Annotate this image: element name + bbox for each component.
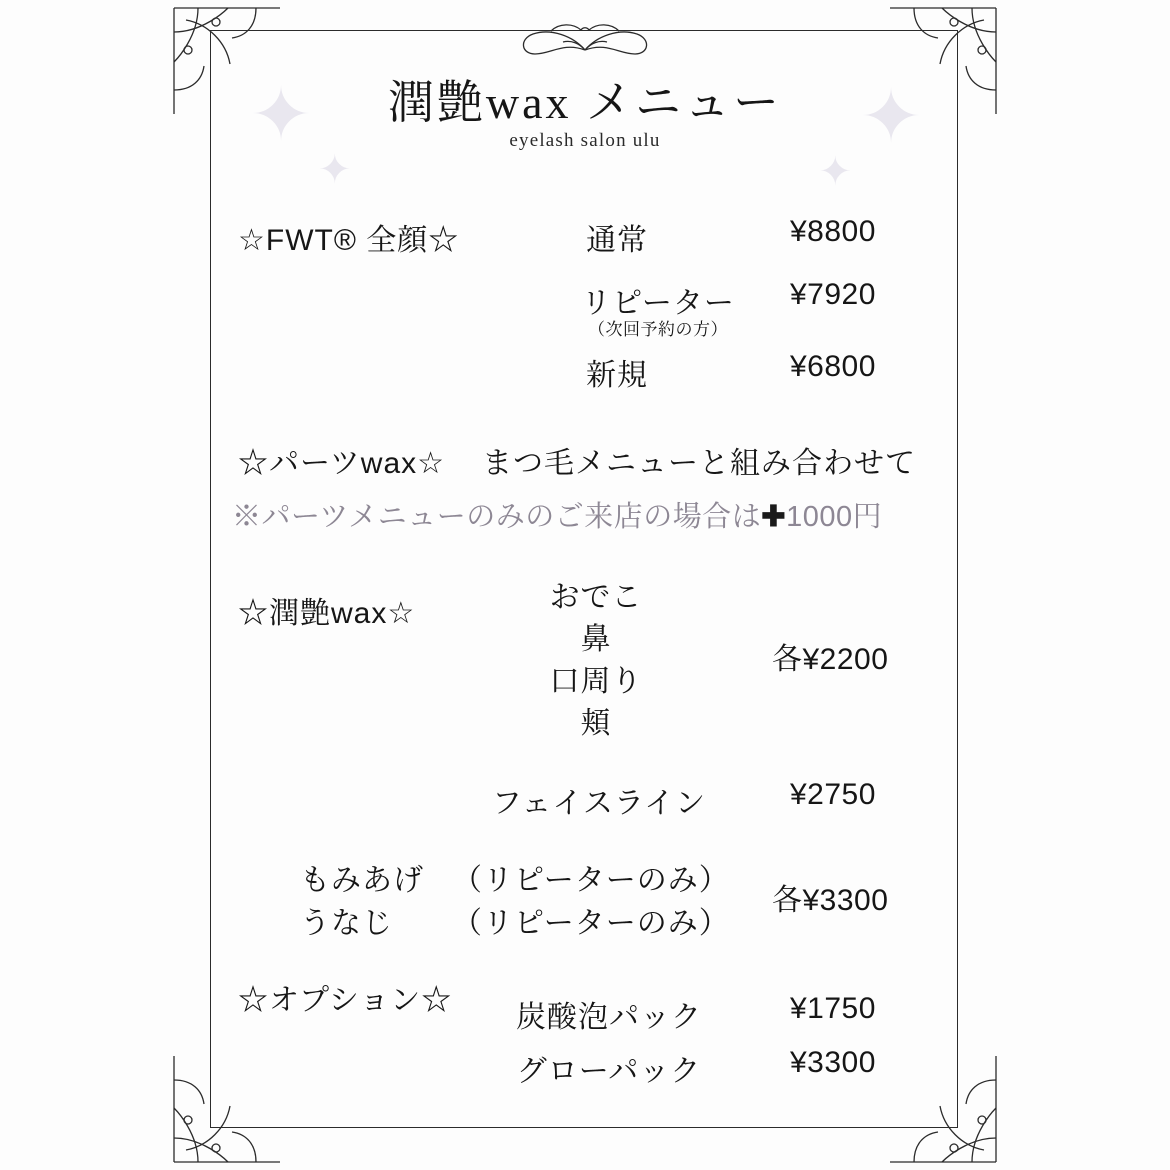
section-label-fwt: ☆FWT® 全顔☆: [238, 224, 460, 257]
fwt-row-1-subnote: （次回予約の方）: [588, 320, 728, 339]
section-label-uruturu-wax: ☆潤艶wax☆: [238, 597, 416, 630]
faceline-item: フェイスライン: [491, 787, 707, 820]
option-row-0-item: 炭酸泡パック: [516, 1001, 702, 1034]
fwt-row-1-price: ¥7920: [790, 278, 876, 311]
fwt-row-1-item: リピーター: [581, 287, 735, 320]
sparkle-icon: ✦: [250, 73, 313, 156]
sparkle-icon: ✦: [818, 150, 852, 194]
faceline-price: ¥2750: [790, 778, 876, 811]
sparkle-icon: ✦: [318, 148, 352, 192]
parts-wax-note-amount: 1000円: [786, 501, 883, 533]
salon-name: eyelash salon ulu: [509, 130, 661, 151]
section-label-option: ☆オプション☆: [238, 984, 453, 1017]
option-row-0-price: ¥1750: [790, 992, 876, 1025]
fwt-row-2-item: 新規: [586, 359, 648, 392]
parts-wax-note: [232, 494, 882, 535]
fwt-row-2-price: ¥6800: [790, 350, 876, 383]
repeat-row-0-item: もみあげ: [300, 864, 424, 897]
plus-icon: ✚: [761, 501, 787, 533]
parts-wax-description: まつ毛メニューと組み合わせて: [482, 447, 916, 480]
uruturu-item-3: 頬: [580, 707, 612, 740]
uruturu-item-0: おでこ: [549, 581, 643, 614]
option-row-1-item: グローパック: [516, 1055, 702, 1088]
fwt-row-0-price: ¥8800: [790, 215, 876, 248]
option-row-1-price: ¥3300: [790, 1046, 876, 1079]
uruturu-item-1: 鼻: [580, 623, 612, 656]
repeat-rows-price: 各¥3300: [772, 884, 889, 917]
sparkle-icon: ✦: [859, 75, 922, 158]
uruturu-item-2: 口周り: [549, 665, 643, 698]
repeat-row-1-item: うなじ: [300, 907, 393, 940]
page-title: 潤艶wax メニュー: [387, 77, 783, 128]
uruturu-items-price: 各¥2200: [772, 643, 889, 676]
repeat-row-1-condition: （リピーターのみ）: [452, 907, 730, 940]
parts-wax-note-text: ※パーツメニューのみのご来店の場合は: [232, 501, 762, 533]
repeat-row-0-condition: （リピーターのみ）: [452, 864, 730, 897]
fwt-row-0-item: 通常: [586, 224, 648, 257]
section-label-parts-wax: ☆パーツwax☆: [238, 447, 446, 480]
